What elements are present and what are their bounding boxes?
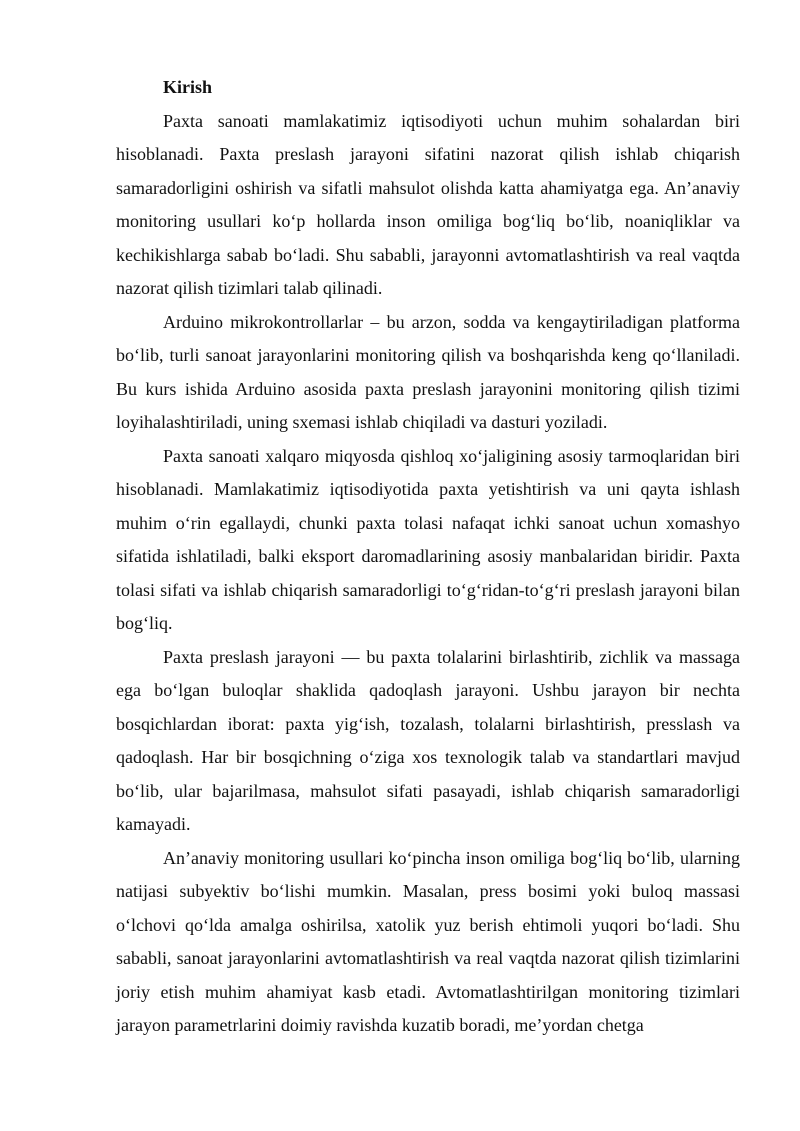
paragraph-5: An’anaviy monitoring usullari ko‘pincha inson omiliga bog‘liq bo‘lib, ularning natijasi subyektiv bo‘lishi mumkin. Masalan, press bosimi yoki buloq massasi o‘lchovi qo‘lda amalga oshirilsa, xatolik yuz berish ehtimoli yuqori bo‘ladi. Shu sababli, sanoat jarayonlarini avtomatlashtirish va real vaqtda nazorat qilish tizimlarini joriy etish muhim ahamiyat kasb etadi. Avtomatlashtirilgan monitoring tizimlari jarayon parametrlarini doimiy ravishda kuzatib boradi, me’yordan chetga (116, 847, 740, 1035)
paragraph-3: Paxta sanoati xalqaro miqyosda qishloq xo‘jaligining asosiy tarmoqlaridan biri hisoblanadi. Mamlakatimiz iqtisodiyotida paxta yetishtirish va uni qayta ishlash muhim o‘rin egallaydi, chunki paxta tolasi nafaqat ichki sanoat uchun xomashyo sifatida ishlatiladi, balki eksport daromadlarining asosiy manbalaridan biridir. Paxta tolasi sifati va ishlab chiqarish samaradorligi to‘g‘ridan-to‘g‘ri preslash jarayoni bilan bog‘liq. (116, 445, 740, 633)
paragraph-2: Arduino mikrokontrollarlar – bu arzon, sodda va kengaytiriladigan platforma bo‘lib, turli sanoat jarayonlarini monitoring qilish va boshqarishda keng qo‘llaniladi. Bu kurs ishida Arduino asosida paxta preslash jarayonini monitoring qilish tizimi loyihalashtiriladi, uning sxemasi ishlab chiqiladi va dasturi yoziladi. (116, 311, 740, 432)
document-body (116, 71, 740, 1043)
section-heading: Kirish (163, 77, 213, 97)
paragraph-1: Paxta sanoati mamlakatimiz iqtisodiyoti uchun muhim sohalardan biri hisoblanadi. Paxta preslash jarayoni sifatini nazorat qilish ishlab chiqarish samaradorligini oshirish va sifatli mahsulot olishda katta ahamiyatga ega. An’anaviy monitoring usullari ko‘p hollarda inson omiliga bog‘liq bo‘lib, noaniqliklar va kechikishlarga sabab bo‘ladi. Shu sababli, jarayonni avtomatlashtirish va real vaqtda nazorat qilish tizimlari talab qilinadi. (116, 110, 740, 298)
paragraph-4: Paxta preslash jarayoni — bu paxta tolalarini birlashtirib, zichlik va massaga ega bo‘lgan buloqlar shaklida qadoqlash jarayoni. Ushbu jarayon bir nechta bosqichlardan iborat: paxta yig‘ish, tozalash, tolalarni birlashtirish, presslash va qadoqlash. Har bir bosqichning o‘ziga xos texnologik talab va standartlari mavjud bo‘lib, ular bajarilmasa, mahsulot sifati pasayadi, ishlab chiqarish samaradorligi kamayadi. (116, 646, 740, 834)
